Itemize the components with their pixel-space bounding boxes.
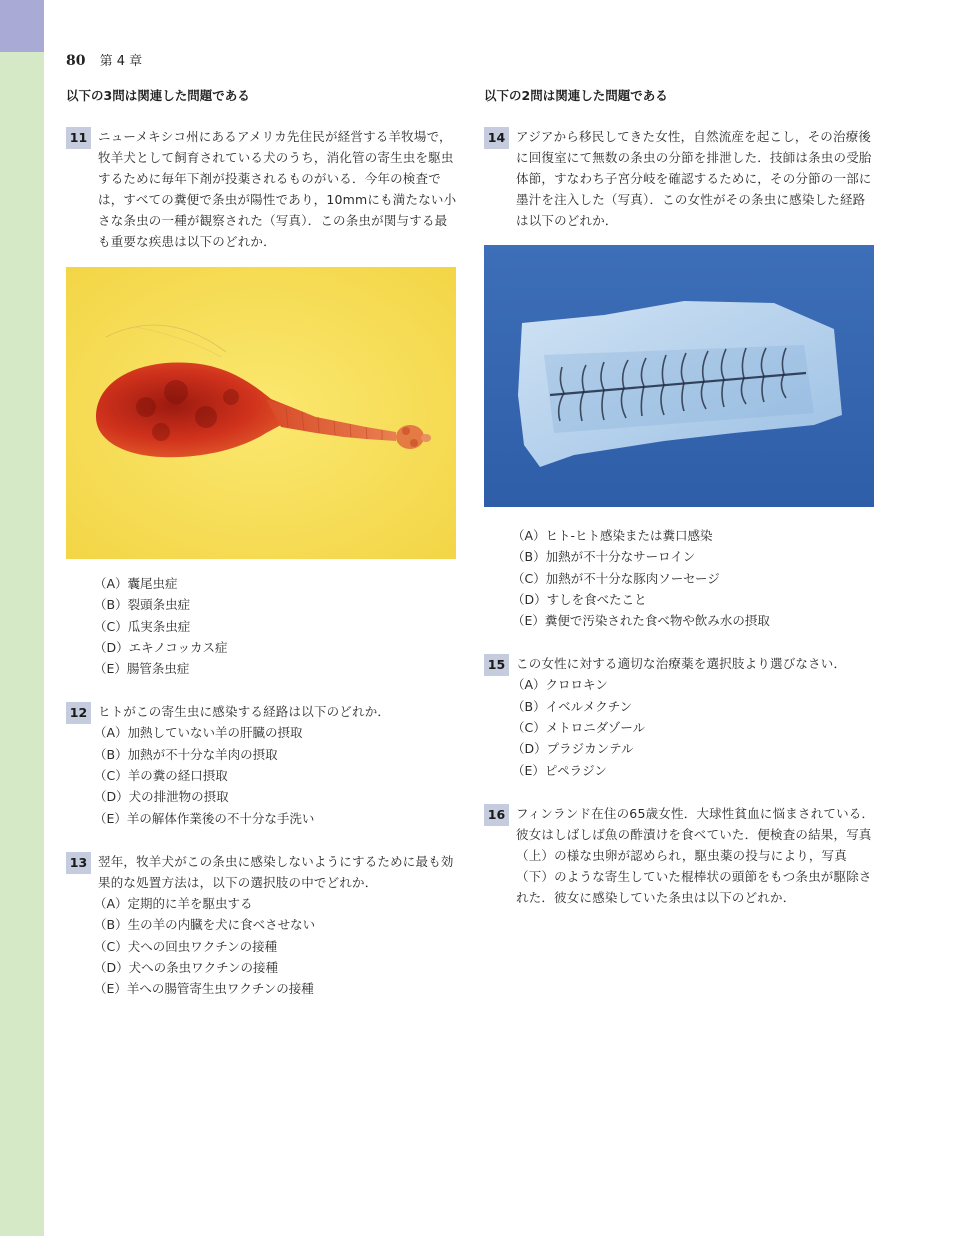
option-b: （B）イベルメクチン [512,698,633,714]
question-number-13: 13 [66,852,91,874]
question-11 [66,126,458,252]
option-b: （B）生の羊の内臓を犬に食べさせない [94,917,316,933]
question-number-14: 14 [484,127,509,149]
option-e: （E）糞便で汚染された食べ物や飲み水の摂取 [512,613,770,629]
option-d: （D）犬の排泄物の摂取 [94,789,229,805]
question-number-12: 12 [66,702,91,724]
option-d: （D）プラジカンテル [512,741,634,757]
option-c: （C）羊の糞の経口摂取 [94,768,228,784]
option-b: （B）加熱が不十分なサーロイン [512,549,696,565]
page-number: 80 [66,53,86,69]
option-a: （A）ヒト‐ヒト感染または糞口感染 [512,528,713,543]
question-13-text: 翌年，牧羊犬がこの条虫に感染しないようにするために最も効果的な処置方法は，以下の選択肢の中でどれか． [98,853,454,890]
option-a: （A）クロロキン [512,677,608,693]
question-16-text: フィンランド在住の65歳女性．大球性貧血に悩まされている．彼女はしばしば魚の酢漬けを食べていた．便検査の結果，写真（上）の様な虫卵が認められ，駆虫薬の投与により，写真（下）のような寄生していた棍棒状の頭節をもつ条虫が駆除された．彼女に感染していた条虫は以下のどれか． [516,805,875,905]
question-15-options [484,674,876,780]
option-e: （E）ピペラジン [512,762,607,778]
question-14 [484,126,876,231]
right-column [484,86,876,908]
option-a: （A）囊尾虫症 [94,576,178,591]
question-13 [66,851,458,893]
option-b: （B）加熱が不十分な羊肉の摂取 [94,746,278,762]
right-intro: 以下の2問は関連した問題である [484,88,668,103]
left-intro: 以下の3問は関連した問題である [66,88,250,103]
option-e: （E）羊への腸管寄生虫ワクチンの接種 [94,981,314,997]
chapter-label: 第 4 章 [99,54,143,69]
question-16 [484,803,876,908]
option-a: （A）加熱していない羊の肝臓の摂取 [94,725,303,741]
option-c: （C）メトロニダゾール [512,720,646,736]
question-12 [66,701,458,722]
question-11-text: ニューメキシコ州にあるアメリカ先住民が経営する羊牧場で，牧羊犬として飼育されている犬のうち，消化管の寄生虫を駆虫するために毎年下剤が投薬されるものがいる．今年の検査では，すべての糞便で条虫が陽性であり，10mmにも満たない小さな条虫の一種が観察された（写真）．この条虫が関与する最も重要な疾患は以下のどれか． [98,129,457,249]
question-15-text: この女性に対する適切な治療薬を選択肢より選びなさい． [516,656,847,672]
proglottid-photo [484,245,874,507]
question-12-text: ヒトがこの寄生虫に感染する経路は以下のどれか． [98,704,391,720]
option-c: （C）犬への回虫ワクチンの接種 [94,938,278,954]
option-d: （D）エキノコッカス症 [94,639,228,655]
left-column [66,86,458,999]
page-header [66,50,142,69]
option-e: （E）腸管条虫症 [94,661,190,677]
option-a: （A）定期的に羊を駆虫する [94,895,253,911]
option-d: （D）犬への条虫ワクチンの接種 [94,959,279,975]
question-14-text: アジアから移民してきた女性，自然流産を起こし，その治療後に回復室にて無数の条虫の分節を排泄した．技師は条虫の受胎体節，すなわち子宮分岐を確認するために，その分節の一部に墨汁を注入した（写真）．この女性がその条虫に感染した経路は以下のどれか． [516,129,872,228]
tapeworm-photo [66,267,456,559]
option-c: （C）加熱が不十分な豚肉ソーセージ [512,570,720,586]
option-d: （D）すしを食べたこと [512,591,647,607]
question-15 [484,653,876,674]
question-12-options [66,722,458,828]
question-number-15: 15 [484,654,509,676]
side-band [0,0,44,1236]
question-number-11: 11 [66,127,91,149]
option-b: （B）裂頭条虫症 [94,597,191,613]
chapter-tab [0,0,44,52]
question-11-options [66,573,458,679]
option-c: （C）瓜実条虫症 [94,618,191,634]
question-number-16: 16 [484,804,509,826]
option-e: （E）羊の解体作業後の不十分な手洗い [94,810,315,826]
question-14-options [484,525,876,631]
question-13-options [66,893,458,999]
